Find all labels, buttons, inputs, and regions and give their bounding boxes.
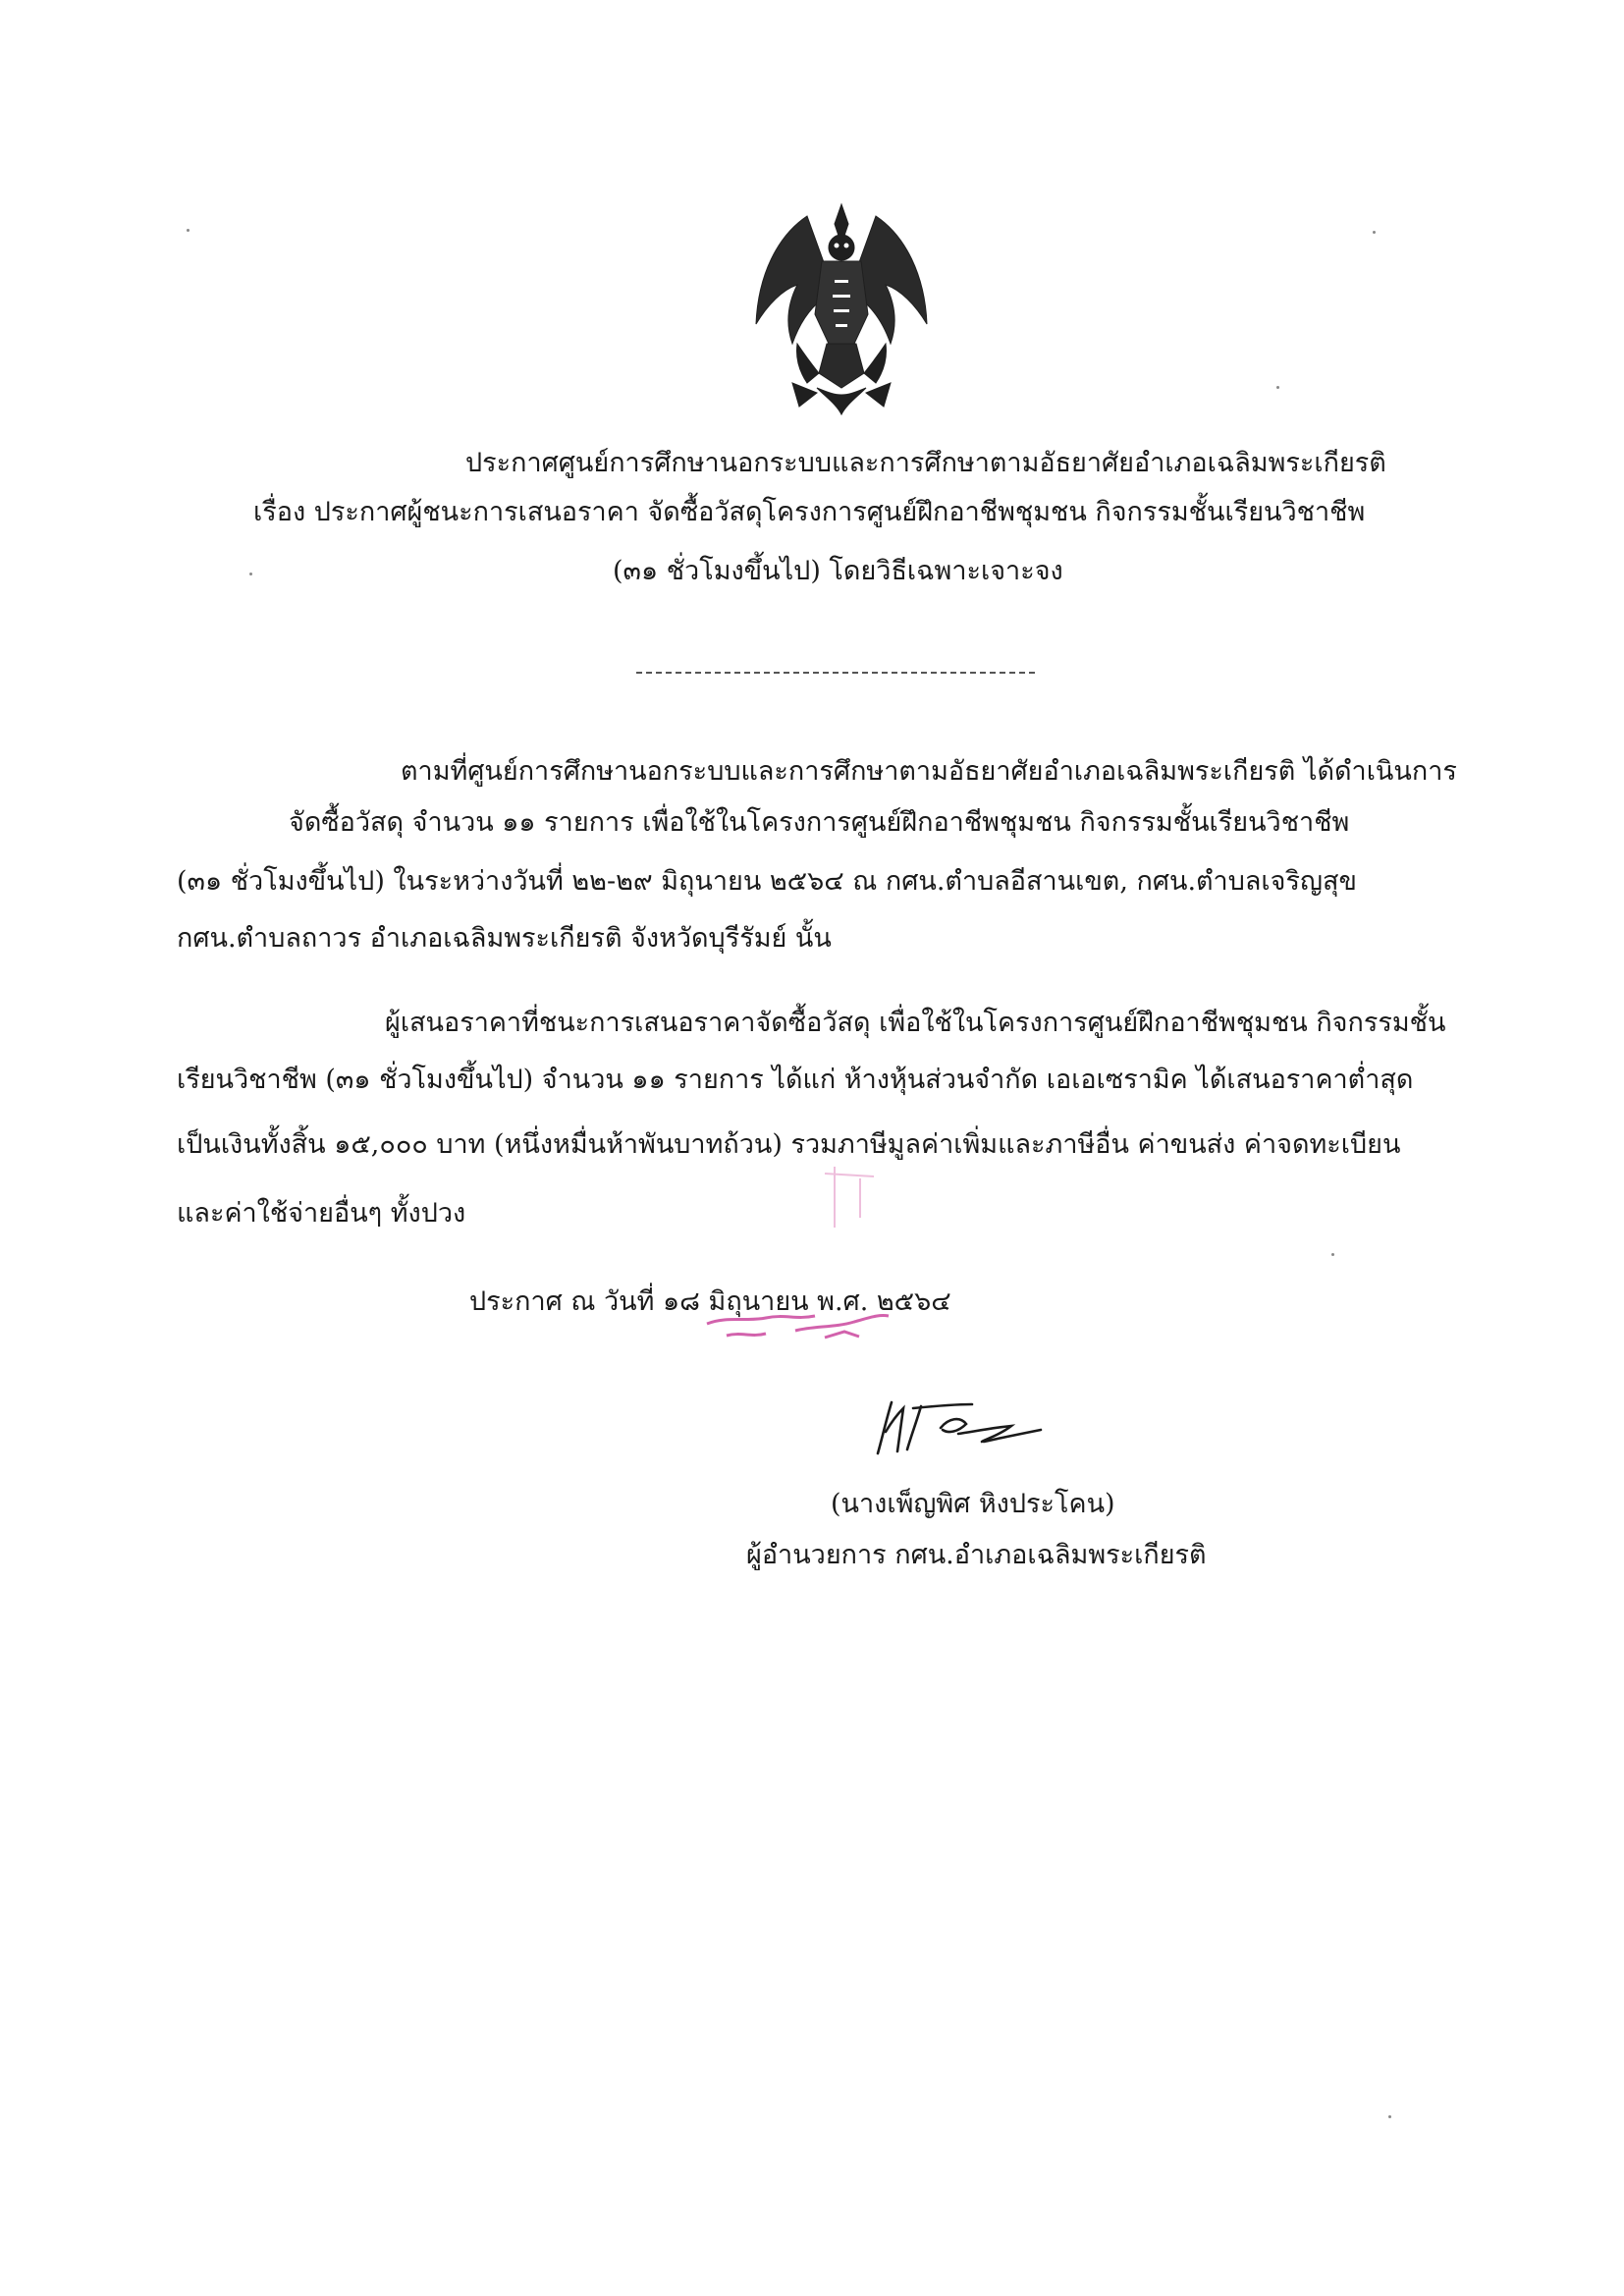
scan-speck [1331,1253,1334,1256]
scan-speck [1276,386,1279,389]
scan-speck [1373,231,1376,234]
paragraph-1-line-4: กศน.ตำบลถาวร อำเภอเฉลิมพระเกียรติ จังหวัดบุรีรัมย์ นั้น [177,923,832,954]
announcement-subject-line-2: (๓๑ ชั่วโมงขึ้นไป) โดยวิธีเฉพาะเจาะจง [613,556,1063,586]
faded-stamp-mark [687,1159,923,1355]
paragraph-1-line-2: จัดซื้อวัสดุ จำนวน ๑๑ รายการ เพื่อใช้ในโครงการศูนย์ฝึกอาชีพชุมชน กิจกรรมชั้นเรียนวิชาชีพ [289,807,1350,838]
paragraph-1-line-3: (๓๑ ชั่วโมงขึ้นไป) ในระหว่างวันที่ ๒๒-๒๙ มิถุนายน ๒๕๖๔ ณ กศน.ตำบลอีสานเขต, กศน.ตำบลเจริญสุข [177,866,1357,897]
signatory-position: ผู้อำนวยการ กศน.อำเภอเฉลิมพระเกียรติ [746,1540,1207,1570]
header-divider [636,672,1035,674]
announcement-date: ประกาศ ณ วันที่ ๑๘ มิถุนายน พ.ศ. ๒๕๖๔ [469,1286,951,1317]
announcement-subject-line-1: เรื่อง ประกาศผู้ชนะการเสนอราคา จัดซื้อวัสดุโครงการศูนย์ฝึกอาชีพชุมชน กิจกรรมชั้นเรียนวิชาชีพ [253,497,1366,527]
scan-speck [249,573,252,575]
signatory-name: (นางเพ็ญพิศ หิงประโคน) [831,1489,1115,1519]
garuda-emblem-icon [738,196,945,422]
scan-speck [1388,2115,1391,2118]
announcement-title: ประกาศศูนย์การศึกษานอกระบบและการศึกษาตามอัธยาศัยอำเภอเฉลิมพระเกียรติ [465,448,1386,478]
paragraph-2-line-2: เรียนวิชาชีพ (๓๑ ชั่วโมงขึ้นไป) จำนวน ๑๑ รายการ ได้แก่ ห้างหุ้นส่วนจำกัด เอเอเซรามิค ได้เสนอราคาต่ำสุด [177,1065,1414,1095]
paragraph-2-line-3: เป็นเงินทั้งสิ้น ๑๕,๐๐๐ บาท (หนึ่งหมื่นห้าพันบาทถ้วน) รวมภาษีมูลค่าเพิ่มและภาษีอื่น ค่าขนส่ง ค่าจดทะเบียน [177,1129,1401,1160]
handwritten-signature [864,1393,1051,1461]
paragraph-2-line-1: ผู้เสนอราคาที่ชนะการเสนอราคาจัดซื้อวัสดุ เพื่อใช้ในโครงการศูนย์ฝึกอาชีพชุมชน กิจกรรมชั้น [385,1008,1446,1038]
scan-speck [187,229,189,232]
paragraph-2-line-4: และค่าใช้จ่ายอื่นๆ ทั้งปวง [177,1198,466,1229]
paragraph-1-line-1: ตามที่ศูนย์การศึกษานอกระบบและการศึกษาตามอัธยาศัยอำเภอเฉลิมพระเกียรติ ได้ดำเนินการ [401,756,1457,787]
